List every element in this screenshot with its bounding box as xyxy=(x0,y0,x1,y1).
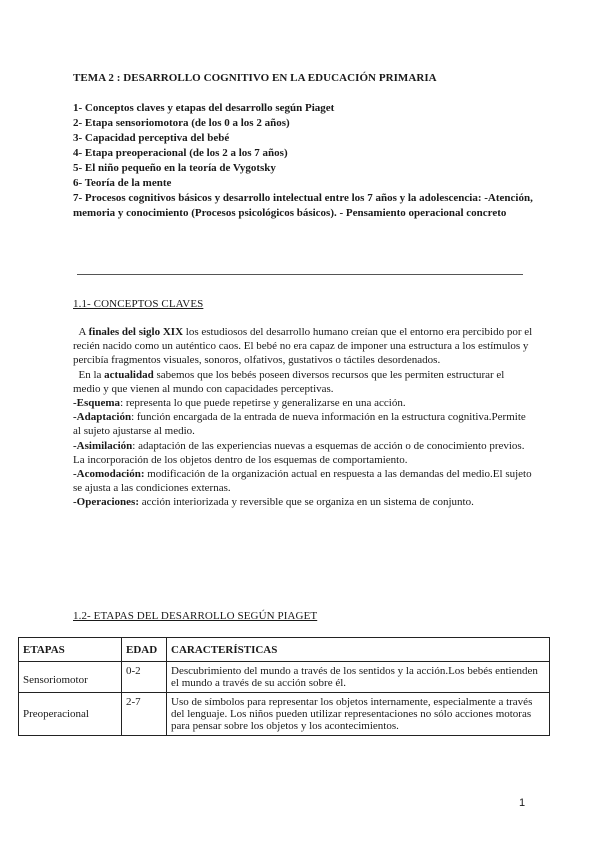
section-heading-conceptos: 1.1- CONCEPTOS CLAVES xyxy=(73,298,204,310)
toc-item: 5- El niño pequeño en la teoría de Vygotsky xyxy=(73,162,276,174)
section-heading-etapas: 1.2- ETAPAS DEL DESARROLLO SEGÚN PIAGET xyxy=(73,610,318,622)
document-title: TEMA 2 : DESARROLLO COGNITIVO EN LA EDUCACIÓN PRIMARIA xyxy=(73,72,437,84)
table-cell-age: 2-7 xyxy=(122,693,167,736)
definition xyxy=(73,495,533,509)
definition-term: -Adaptación xyxy=(73,411,132,424)
page-number: 1 xyxy=(519,797,526,809)
toc-item: 7- Procesos cognitivos básicos y desarrollo intelectual entre los 7 años y la adolescencia: -Atención, memoria y conocimiento (Procesos psicológicos básicos). - Pensamiento operacional concreto xyxy=(73,192,533,219)
text-run: En la xyxy=(78,368,105,381)
definition xyxy=(73,396,533,410)
section-body-conceptos xyxy=(73,325,533,510)
table-cell-age: 0-2 xyxy=(122,662,167,693)
definition-text: acción interiorizada y reversible que se organiza en un sistema de conjunto. xyxy=(138,496,474,509)
toc-item: 6- Teoría de la mente xyxy=(73,177,172,189)
table-cell-stage: Sensoriomotor xyxy=(19,662,122,693)
bold-text: actualidad xyxy=(104,368,154,381)
definition-term: -Acomodación: xyxy=(73,468,145,481)
table-header-cell: ETAPAS xyxy=(19,638,122,662)
table-row xyxy=(19,662,550,693)
table-of-contents xyxy=(73,101,533,221)
definition-text: modificación de la organización actual en respuesta a las demandas del medio.El sujeto se ajusta a las condiciones externas. xyxy=(73,468,532,495)
definition xyxy=(73,439,533,467)
definition-text: : función encargada de la entrada de nueva información en la estructura cognitiva.Permite al sujeto ajustarse al medio. xyxy=(73,411,526,438)
paragraph xyxy=(73,368,533,396)
definition-text: : representa lo que puede repetirse y generalizarse en una acción. xyxy=(120,397,406,410)
definition-term: -Operaciones: xyxy=(73,496,139,509)
text-run: A xyxy=(78,326,89,338)
definition xyxy=(73,467,533,495)
stages-table xyxy=(18,637,550,736)
table-cell-stage: Preoperacional xyxy=(19,693,122,736)
table-header-row xyxy=(19,638,550,662)
toc-item: 4- Etapa preoperacional (de los 2 a los 7 años) xyxy=(73,147,288,159)
horizontal-divider xyxy=(77,274,523,275)
bold-text: finales del siglo XIX xyxy=(88,326,184,338)
definition xyxy=(73,410,533,438)
toc-item: 2- Etapa sensoriomotora (de los 0 a los 2 años) xyxy=(73,117,290,129)
toc-item: 3- Capacidad perceptiva del bebé xyxy=(73,132,230,144)
text-run: los estudiosos del desarrollo humano creían que el entorno era percibido por el recién nacido como un auténtico caos. El bebé no era capaz de imponer una estructura a los estímulos y percibía fragmentos visuales, sonoros, olfativos, gustativos o táctiles desordenados. xyxy=(73,326,533,367)
definition-term: -Asimilación xyxy=(73,439,133,452)
text-run: sabemos que los bebés poseen diversos recursos que les permiten estructurar el medio y que vienen al mundo con capacidades perceptivas. xyxy=(73,368,505,395)
table-cell-description: Descubrimiento del mundo a través de los sentidos y la acción.Los bebés entienden el mundo a través de su acción sobre él. xyxy=(167,662,550,693)
toc-item: 1- Conceptos claves y etapas del desarrollo según Piaget xyxy=(73,102,335,114)
definition-term: -Esquema xyxy=(73,397,121,410)
table-header-cell: CARACTERÍSTICAS xyxy=(167,638,550,662)
paragraph xyxy=(73,325,533,368)
table-cell-description: Uso de símbolos para representar los objetos internamente, especialmente a través del lenguaje. Los niños pueden utilizar representaciones no sólo acciones motoras para pensar sobre los objetos y los acontecimientos. xyxy=(167,693,550,736)
definition-text: : adaptación de las experiencias nuevas a esquemas de acción o de conocimiento previos. La incorporación de los objetos dentro de los esquemas de comportamiento. xyxy=(73,439,525,466)
table-header-cell: EDAD xyxy=(122,638,167,662)
table-row xyxy=(19,693,550,736)
